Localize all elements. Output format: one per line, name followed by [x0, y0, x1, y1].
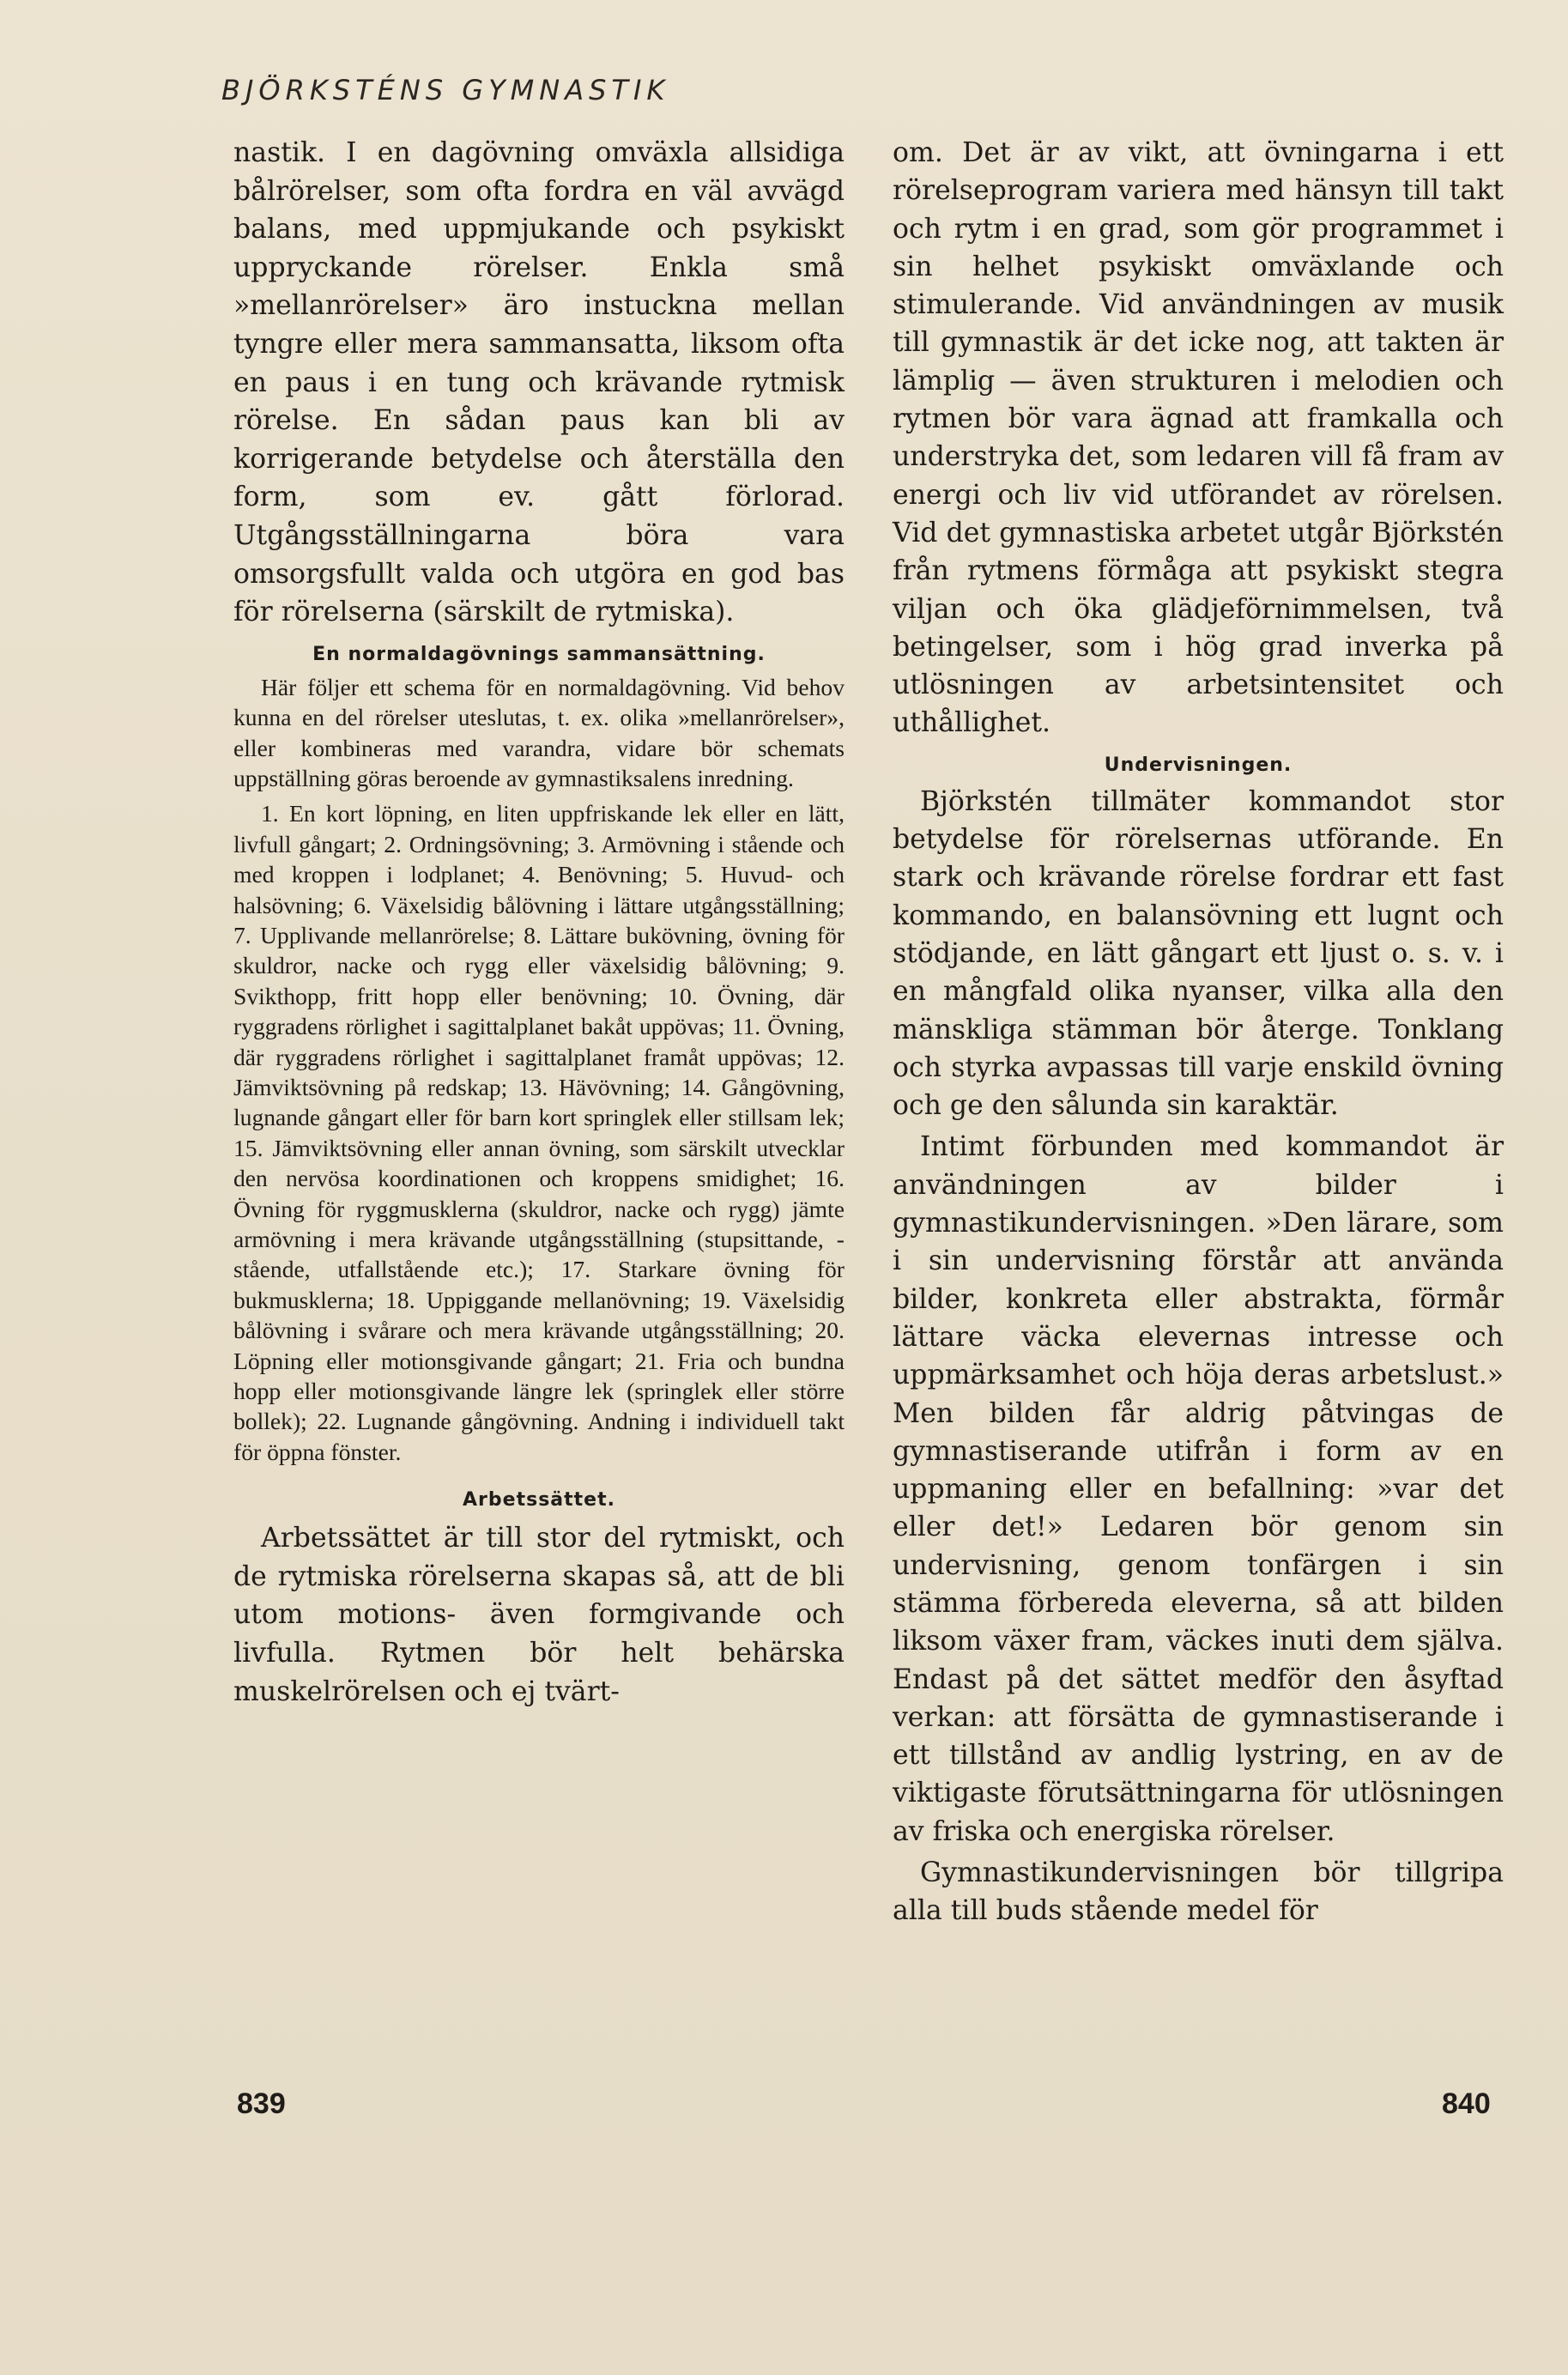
gymnastikundervisning-paragraph: Gymnastikundervisningen bör tillgripa alla till buds stående medel för — [893, 1857, 1504, 1927]
page-number-left: 839 — [237, 2087, 286, 2120]
rhythm-paragraph: om. Det är av vikt, att övningarna i ett rörelseprogram variera med hänsyn till takt och rytm i en grad, som gör programmet i sin helhet psykiskt omväxlande och stimulerande. Vid användningen av musik till gymnastik är det icke nog, att takten är lämplig — även strukturen i melodien och rytmen bör vara ägnad att framkalla och understryka det, som ledaren vill få fram av energi och liv vid utförandet av rörelsen. Vid det gymnastiska arbetet utgår Björkstén från rytmens förmåga att psykiskt stegra viljan och öka glädjeförnimmelsen, två betingelser, som i hög grad inverka på utlösningen av arbetsintensitet och uthållighet. — [893, 137, 1504, 739]
section-heading-undervisningen: Undervisningen. — [1104, 754, 1293, 776]
kommando-paragraph: Björkstén tillmäter kommandot stor betydelse för rörelsernas utförande. En stark och krävande rörelse fordrar ett fast kommando, en balansövning ett lugnt och stödjande, en lätt gångart ett ljust o. s. v. i en mångfald olika nyanser, vilka alla den mänskliga stämman bör återge. Tonklang och styrka avpassas till varje enskild övning och ge den sålunda sin karaktär. — [893, 785, 1504, 1122]
section-heading-arbetssattet: Arbetssättet. — [463, 1489, 615, 1512]
left-column — [233, 134, 845, 1711]
running-header: BJÖRKSTÉNS GYMNASTIK — [221, 74, 670, 106]
schema-intro-paragraph: Här följer ett schema för en normaldagövning. Vid behov kunna en del rörelser uteslutas, t. ex. olika »mellanrörelser», eller kombineras med varandra, vidare bör schemats uppställning göras beroende av gymnastiksalens inredning. — [233, 673, 845, 791]
arbetssattet-paragraph: Arbetssättet är till stor del rytmiskt, och de rytmiska rörelserna skapas så, att de bli utom motions- även formgivande och livfulla. Rytmen bör helt behärska muskelrörelsen och ej tvärt- — [233, 1523, 845, 1707]
exercise-list-paragraph: 1. En kort löpning, en liten uppfriskande lek eller en lätt, livfull gångart; 2. Ordningsövning; 3. Armövning i stående och med kroppen i lodplanet; 4. Benövning; 5. Huvud- och halsövning; 6. Växelsidig bålövning i lättare utgångsställning; 7. Upplivande mellanrörelse; 8. Lättare bukövning, övning för skuldror, nacke och rygg eller växelsidig bålövning; 9. Svikthopp, fritt hopp eller benövning; 10. Övning, där ryggradens rörlighet i sagittalplanet bakåt uppövas; 11. Övning, där ryggradens rörlighet i sagittalplanet framåt uppövas; 12. Jämviktsövning på redskap; 13. Hävövning; 14. Gångövning, lugnande gångart eller för barn kort springlek eller stillsam lek; 15. Jämviktsövning eller annan övning, som särskilt utvecklar den nervösa koordinationen och kroppens smidighet; 16. Övning för ryggmusklerna (skuldror, nacke och rygg) jämte armövning i mera krävande utgångsställning (stupsittande, -stående, utfallstående etc.); 17. Starkare övning för bukmusklerna; 18. Uppiggande mellanövning; 19. Växelsidig bålövning i svårare och mera krävande utgångsställning; 20. Löpning eller motionsgivande gångart; 21. Fria och bundna hopp eller motionsgivande längre lek (springlek eller större bollek); 22. Lugnande gångövning. Andning i individuell takt för öppna fönster. — [233, 800, 845, 1465]
intro-paragraph: nastik. I en dagövning omväxla allsidiga bålrörelser, som ofta fordra en väl avvägd balans, med uppmjukande och psykiskt uppryckande rörelser. Enkla små »mellanrörelser» äro instuckna mellan tyngre eller mera sammansatta, liksom ofta en paus i en tung och krävande rytmisk rörelse. En sådan paus kan bli av korrigerande betydelse och återställa den form, som ev. gått förlorad. Utgångsställningarna böra vara omsorgsfullt valda och utgöra en god bas för rörelserna (särskilt de rytmiska). — [233, 137, 845, 628]
bilder-paragraph: Intimt förbunden med kommandot är användningen av bilder i gymnastikundervisningen. »Den lärare, som i sin undervisning förstår att använda bilder, konkreta eller abstrakta, förmår lättare väcka elevernas intresse och uppmärksamhet och höja deras arbetslust.» Men bilden får aldrig påtvingas de gymnastiserande utifrån i form av en uppmaning eller en befallning: »var det eller det!» Ledaren bör genom sin undervisning, genom tonfärgen i sin stämma förbereda eleverna, så att bilden liksom växer fram, väckes inuti dem själva. Endast på det sättet medför den åsyftad verkan: att försätta de gymnastiserande i ett tillstånd av andlig lystring, en av de viktigaste förutsättningarna för utlösningen av friska och energiska rörelser. — [893, 1131, 1504, 1847]
right-column — [893, 134, 1504, 1930]
page-number-right: 840 — [1442, 2087, 1491, 2120]
section-heading-normaldagovning: En normaldagövnings sammansättning. — [312, 643, 766, 665]
